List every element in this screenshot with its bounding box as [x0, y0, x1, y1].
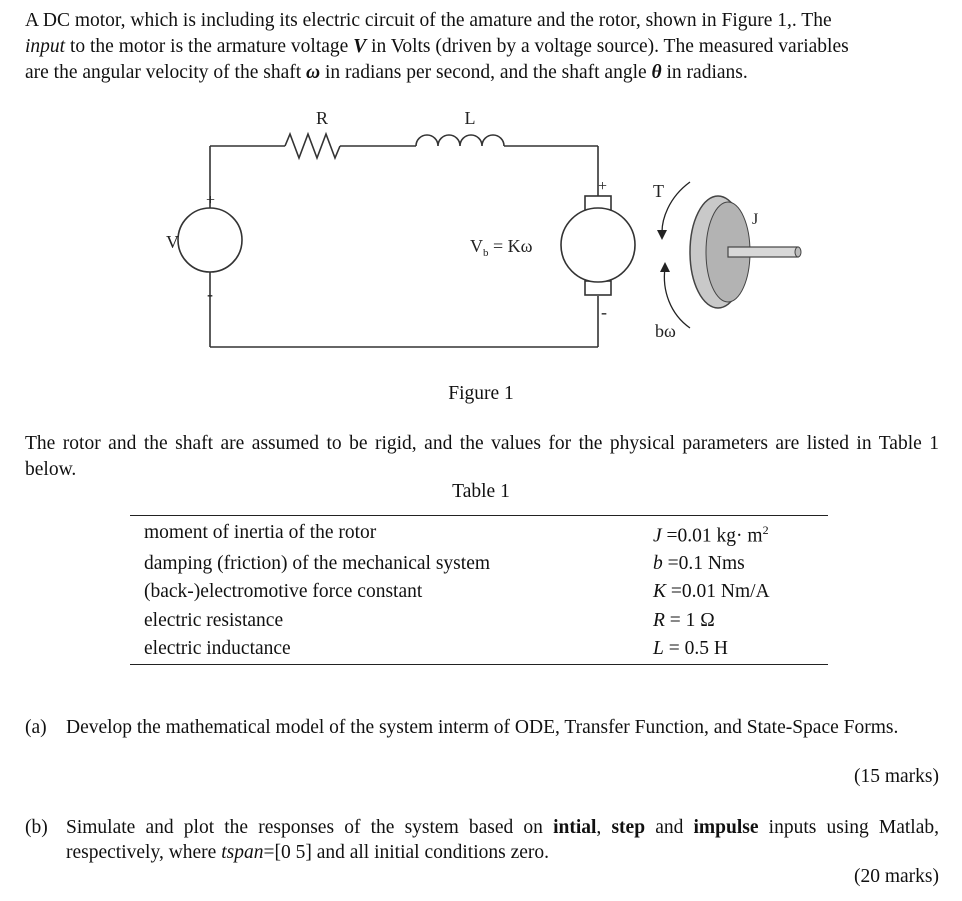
question-b-text-part: and	[645, 817, 694, 838]
intro-text: are the angular velocity of the shaft	[25, 62, 307, 83]
label-motor-plus: +	[598, 178, 608, 195]
dc-motor-circuit-diagram	[150, 100, 830, 360]
question-b-text-part: Simulate and plot the responses of the system based on	[66, 817, 554, 838]
label-T: T	[653, 181, 664, 201]
intro-text: to the motor is the armature voltage	[65, 36, 354, 57]
label-motor-minus: -	[601, 302, 607, 322]
question-b-bold-intial: intial	[553, 817, 597, 838]
torque-arrow	[662, 182, 690, 232]
intro-omega-symbol: ω	[306, 62, 321, 83]
label-J: J	[752, 211, 759, 228]
parameter-value: = 0.5 H	[663, 638, 728, 660]
table-caption: Table 1	[452, 481, 510, 502]
question-b-marks: (20 marks)	[853, 866, 939, 887]
intro-paragraph	[25, 8, 939, 86]
table-row	[130, 550, 828, 579]
question-b-text-part: =[0 5] and all initial conditions zero.	[263, 842, 550, 863]
label-source-plus: +	[206, 192, 216, 209]
intro-theta-symbol: θ	[651, 62, 662, 83]
parameters-table	[130, 515, 828, 665]
table-cell-description: electric inductance	[144, 638, 291, 660]
question-b-bold-impulse: impulse	[693, 817, 759, 838]
intro-text: in Volts (driven by a voltage source). The measured variables	[366, 36, 849, 57]
friction-arrowhead	[660, 262, 670, 272]
parameter-value: = 1 Ω	[664, 609, 715, 631]
table-cell-value	[653, 607, 828, 636]
table-cell-value	[653, 550, 828, 579]
resistor-symbol	[285, 134, 340, 158]
parameter-symbol: K	[653, 581, 667, 603]
table-row	[130, 607, 828, 636]
back-emf-rest: = Kω	[488, 236, 533, 256]
question-b-tspan: tspan	[221, 842, 264, 863]
intro-text: in radians.	[661, 62, 748, 83]
question-a-marks: (15 marks)	[853, 766, 939, 787]
table-cell-description: (back-)electromotive force constant	[144, 581, 423, 603]
question-b-text-part: inputs using Matlab, respectively, where	[66, 817, 940, 863]
inductor-symbol	[416, 135, 504, 146]
label-V: V	[166, 232, 179, 252]
torque-arrowhead	[657, 230, 667, 240]
intro-sentence-1: A DC motor, which is including its electric circuit of the amature and the rotor, shown in Figure 1,. The	[25, 10, 832, 31]
intro-text: in radians per second, and the shaft angle	[320, 62, 652, 83]
table-cell-description: damping (friction) of the mechanical system	[144, 552, 491, 574]
table-cell-value	[653, 516, 828, 550]
question-b-text	[66, 815, 939, 865]
table-cell-description: moment of inertia of the rotor	[144, 522, 377, 544]
parameter-value: =0.01 kg· m	[661, 525, 763, 547]
parameter-symbol: L	[653, 638, 664, 660]
label-source-minus: -	[207, 284, 213, 304]
question-a-text: Develop the mathematical model of the system interm of ODE, Transfer Function, and State-Space Forms.	[66, 717, 899, 738]
question-b-bold-step: step	[611, 817, 646, 838]
parameter-symbol: R	[653, 609, 665, 631]
table-row	[130, 578, 828, 607]
table-row	[130, 635, 828, 664]
parameter-symbol: b	[653, 552, 663, 574]
parameter-symbol: J	[653, 525, 662, 547]
question-b-text-part: ,	[596, 817, 612, 838]
label-back-emf	[470, 236, 533, 259]
rotor-shaft	[728, 247, 798, 257]
parameters-paragraph: The rotor and the shaft are assumed to be rigid, and the values for the physical parameters are listed in Table 1 below.	[25, 433, 939, 480]
motor-circle	[561, 208, 635, 282]
intro-input-word: input	[25, 36, 66, 57]
voltage-source-circle	[178, 208, 242, 272]
figure-caption: Figure 1	[448, 383, 514, 404]
back-emf-sub: b	[483, 247, 489, 259]
question-a-label: (a)	[25, 717, 47, 738]
label-b-omega: bω	[655, 321, 676, 341]
table-cell-value	[653, 578, 828, 607]
parameter-unit-exponent: 2	[762, 523, 769, 537]
friction-arrow	[664, 268, 690, 328]
table-cell-description: electric resistance	[144, 609, 284, 631]
table-cell-value	[653, 635, 828, 664]
parameter-value: =0.01 Nm/A	[666, 581, 770, 603]
rotor-disk	[690, 196, 801, 308]
table-row	[130, 516, 828, 550]
motor-brush-bottom	[585, 281, 611, 295]
label-R: R	[315, 108, 329, 128]
parameter-value: =0.1 Nms	[662, 552, 745, 574]
question-b-label: (b)	[25, 817, 48, 838]
intro-voltage-symbol: V	[353, 36, 367, 57]
label-L: L	[464, 108, 476, 128]
back-emf-V: V	[470, 236, 483, 256]
